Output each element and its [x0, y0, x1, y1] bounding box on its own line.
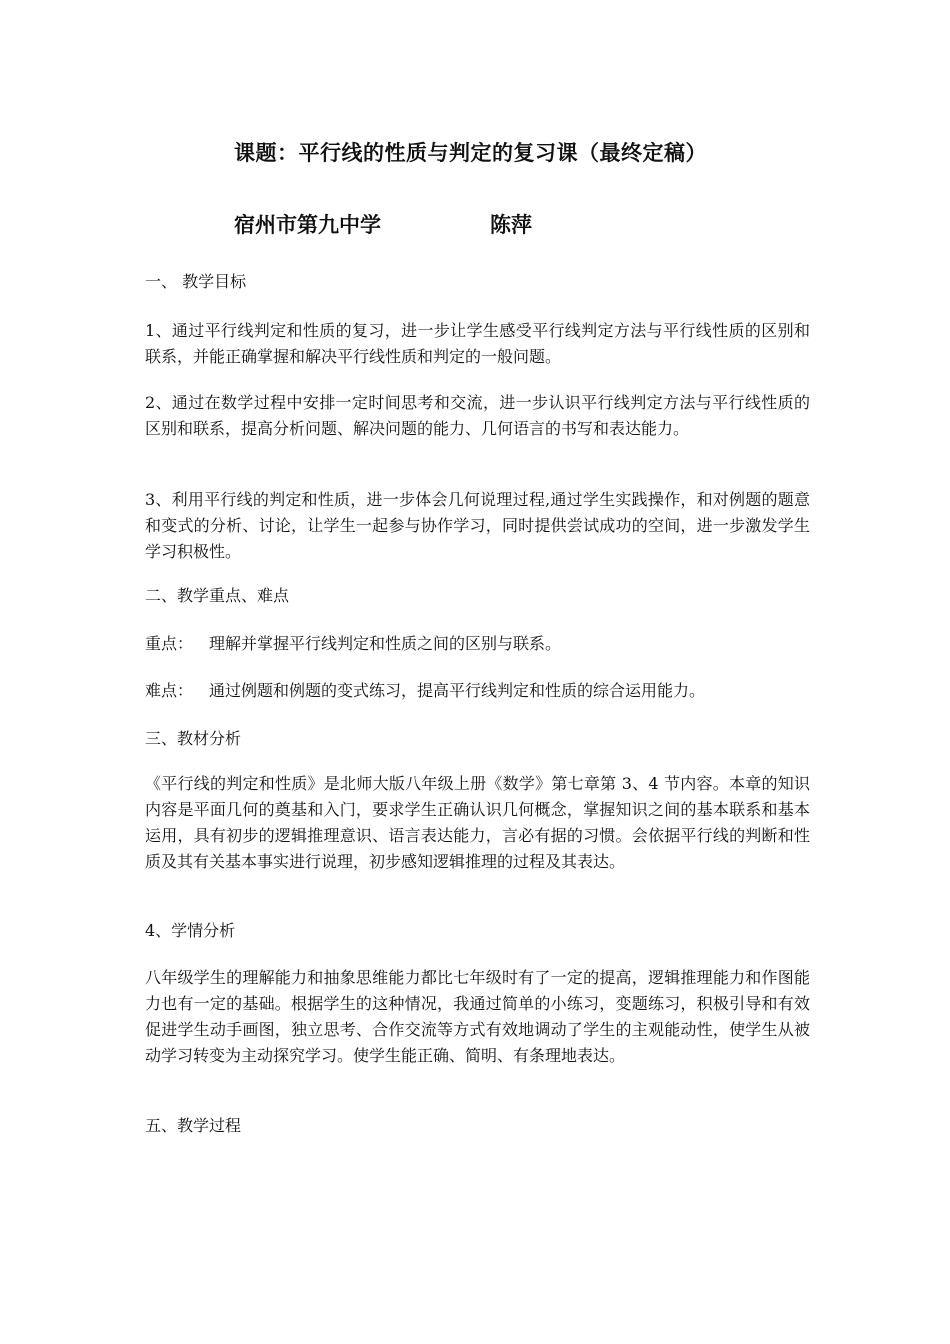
author-name: 陈萍: [490, 213, 532, 237]
section-heading-goals: 一、 教学目标: [145, 272, 247, 291]
goal-paragraph-3: 3、利用平行线的判定和性质，进一步体会几何说理过程,通过学生实践操作，和对例题的题意和变式的分析、讨论，让学生一起参与协作学习，同时提供尝试成功的空间，进一步激发学生学习积极性。: [145, 490, 810, 561]
section-heading-process: 五、教学过程: [145, 1116, 242, 1135]
difficult-point-text: 通过例题和例题的变式练习，提高平行线判定和性质的综合运用能力。: [209, 681, 706, 700]
author-line: [234, 209, 532, 239]
section-heading-students: 4、学情分析: [145, 921, 236, 940]
section-heading-keypoints: 二、教学重点、难点: [145, 586, 290, 605]
key-point-text: 理解并掌握平行线判定和性质之间的区别与联系。: [209, 634, 562, 653]
difficult-point-label: 难点：: [145, 681, 194, 700]
section-heading-analysis: 三、教材分析: [145, 729, 242, 748]
key-point-row: [145, 631, 810, 657]
school-name: 宿州市第九中学: [234, 213, 381, 237]
key-point-label: 重点：: [145, 634, 194, 653]
document-title: 课题：平行线的性质与判定的复习课（最终定稿）: [234, 141, 707, 165]
students-paragraph: 八年级学生的理解能力和抽象思维能力都比七年级时有了一定的提高，逻辑推理能力和作图能力也有一定的基础。根据学生的这种情况，我通过简单的小练习，变题练习，积极引导和有效促进学生动手画图，独立思考、合作交流等方式有效地调动了学生的主观能动性，使学生从被动学习转变为主动探究学习。使学生能正确、简明、有条理地表达。: [145, 968, 810, 1065]
goal-paragraph-2: 2、通过在数学过程中安排一定时间思考和交流，进一步认识平行线判定方法与平行线性质的区别和联系，提高分析问题、解决问题的能力、几何语言的书写和表达能力。: [145, 393, 810, 438]
difficult-point-row: [145, 678, 810, 704]
goal-paragraph-1: 1、通过平行线判定和性质的复习，进一步让学生感受平行线判定方法与平行线性质的区别和联系，并能正确掌握和解决平行线性质和判定的一般问题。: [145, 321, 810, 366]
analysis-paragraph: 《平行线的判定和性质》是北师大版八年级上册《数学》第七章第 3、4 节内容。本章的知识内容是平面几何的奠基和入门，要求学生正确认识几何概念，掌握知识之间的基本联系和基本运用，具有初步的逻辑推理意识、语言表达能力，言必有据的习惯。会依据平行线的判断和性质及其有关基本事实进行说理，初步感知逻辑推理的过程及其表达。: [145, 774, 810, 871]
